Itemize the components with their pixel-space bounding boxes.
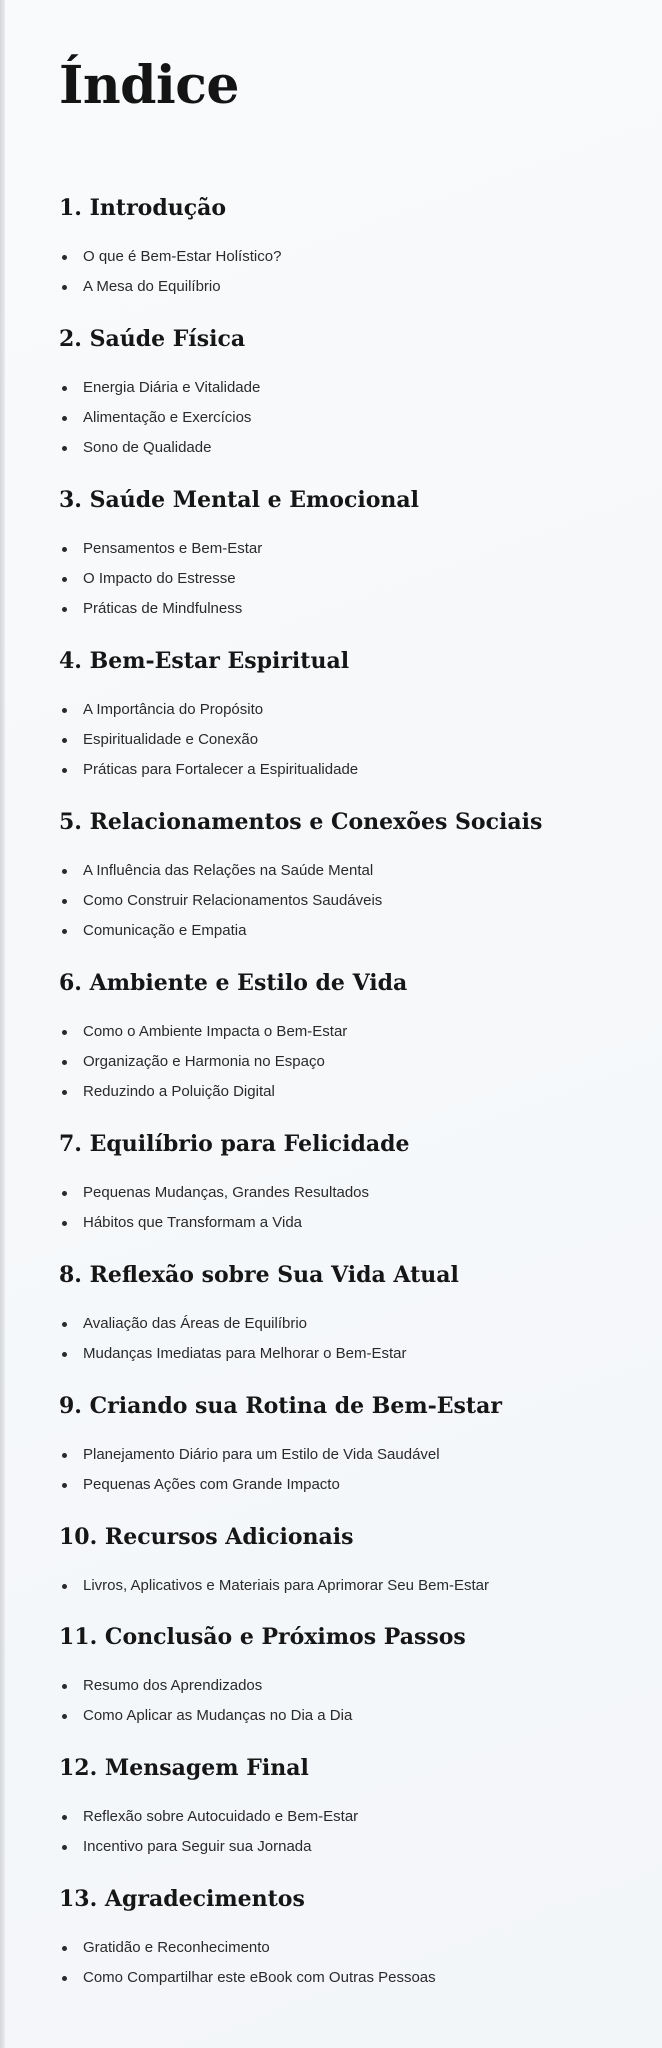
bullet-icon <box>62 547 67 552</box>
toc-list <box>59 188 649 2010</box>
toc-item[interactable] <box>59 1571 649 1601</box>
bullet-icon <box>62 1352 67 1357</box>
bullet-icon <box>62 708 67 713</box>
toc-item[interactable] <box>59 564 649 594</box>
toc-item-label: Como Construir Relacionamentos Saudáveis <box>83 892 383 909</box>
toc-item[interactable] <box>59 1701 649 1731</box>
bullet-icon <box>62 929 67 934</box>
toc-item[interactable] <box>59 886 649 916</box>
toc-item[interactable] <box>59 534 649 564</box>
toc-item-label: A Importância do Propósito <box>83 701 264 718</box>
toc-item[interactable] <box>59 1963 649 1993</box>
toc-item[interactable] <box>59 725 649 755</box>
toc-item-label: Livros, Aplicativos e Materiais para Aprimorar Seu Bem-Estar <box>83 1577 489 1594</box>
toc-item-label: Reflexão sobre Autocuidado e Bem-Estar <box>83 1808 359 1825</box>
section-heading[interactable]: 10. Recursos Adicionais <box>59 1524 354 1550</box>
toc-item[interactable] <box>59 242 649 272</box>
toc-item[interactable] <box>59 1208 649 1238</box>
bullet-icon <box>62 1845 67 1850</box>
bullet-icon <box>62 577 67 582</box>
bullet-icon <box>62 446 67 451</box>
bullet-icon <box>62 1584 67 1589</box>
toc-item[interactable] <box>59 1470 649 1500</box>
toc-section <box>59 319 649 480</box>
toc-item-label: Práticas de Mindfulness <box>83 600 243 617</box>
toc-item[interactable] <box>59 695 649 725</box>
toc-item[interactable] <box>59 373 649 403</box>
toc-item-label: Energia Diária e Vitalidade <box>83 379 261 396</box>
toc-item-label: Incentivo para Seguir sua Jornada <box>83 1838 312 1855</box>
bullet-icon <box>62 899 67 904</box>
section-items <box>59 361 649 463</box>
toc-item[interactable] <box>59 403 649 433</box>
section-items <box>59 683 649 785</box>
toc-item[interactable] <box>59 1440 649 1470</box>
toc-section <box>59 1617 649 1748</box>
section-items <box>59 1428 649 1500</box>
toc-section <box>59 188 649 319</box>
page-edge-shadow <box>0 0 5 2048</box>
section-items <box>59 1659 649 1731</box>
bullet-icon <box>62 1815 67 1820</box>
toc-section <box>59 1386 649 1517</box>
toc-section <box>59 1748 649 1879</box>
page-title: Índice <box>59 55 239 116</box>
section-heading[interactable]: 5. Relacionamentos e Conexões Sociais <box>59 809 543 835</box>
section-heading[interactable]: 12. Mensagem Final <box>59 1755 309 1781</box>
toc-item-label: Avaliação das Áreas de Equilíbrio <box>83 1315 308 1332</box>
toc-item[interactable] <box>59 1802 649 1832</box>
toc-item[interactable] <box>59 856 649 886</box>
section-heading[interactable]: 13. Agradecimentos <box>59 1886 305 1912</box>
bullet-icon <box>62 1221 67 1226</box>
toc-section <box>59 1517 649 1617</box>
toc-item-label: Resumo dos Aprendizados <box>83 1677 263 1694</box>
bullet-icon <box>62 607 67 612</box>
section-heading[interactable]: 4. Bem-Estar Espiritual <box>59 648 350 674</box>
bullet-icon <box>62 1483 67 1488</box>
toc-item[interactable] <box>59 755 649 785</box>
toc-item-label: Pequenas Ações com Grande Impacto <box>83 1476 340 1493</box>
toc-section <box>59 1255 649 1386</box>
bullet-icon <box>62 1714 67 1719</box>
section-items <box>59 522 649 624</box>
toc-item[interactable] <box>59 1178 649 1208</box>
toc-section <box>59 1879 649 2010</box>
section-items <box>59 230 649 302</box>
toc-section <box>59 480 649 641</box>
section-items <box>59 1921 649 1993</box>
toc-item-label: O que é Bem-Estar Holístico? <box>83 248 282 265</box>
toc-section <box>59 1124 649 1255</box>
toc-item-label: Como Compartilhar este eBook com Outras Pessoas <box>83 1969 436 1986</box>
bullet-icon <box>62 386 67 391</box>
bullet-icon <box>62 1946 67 1951</box>
toc-item[interactable] <box>59 1017 649 1047</box>
bullet-icon <box>62 1322 67 1327</box>
toc-section <box>59 641 649 802</box>
section-heading[interactable]: 8. Reflexão sobre Sua Vida Atual <box>59 1262 459 1288</box>
bullet-icon <box>62 1191 67 1196</box>
toc-item-label: Espiritualidade e Conexão <box>83 731 259 748</box>
toc-item-label: O Impacto do Estresse <box>83 570 236 587</box>
toc-item-label: A Mesa do Equilíbrio <box>83 278 221 295</box>
bullet-icon <box>62 738 67 743</box>
bullet-icon <box>62 1060 67 1065</box>
toc-item[interactable] <box>59 433 649 463</box>
bullet-icon <box>62 1090 67 1095</box>
section-items <box>59 844 649 946</box>
toc-item-label: Como o Ambiente Impacta o Bem-Estar <box>83 1023 348 1040</box>
toc-item-label: Mudanças Imediatas para Melhorar o Bem-Estar <box>83 1345 407 1362</box>
bullet-icon <box>62 416 67 421</box>
bullet-icon <box>62 1684 67 1689</box>
toc-item[interactable] <box>59 1077 649 1107</box>
section-heading[interactable]: 3. Saúde Mental e Emocional <box>59 487 419 513</box>
section-heading[interactable]: 6. Ambiente e Estilo de Vida <box>59 970 408 996</box>
section-heading[interactable]: 9. Criando sua Rotina de Bem-Estar <box>59 1393 502 1419</box>
section-items <box>59 1166 649 1238</box>
toc-item[interactable] <box>59 1671 649 1701</box>
bullet-icon <box>62 1453 67 1458</box>
toc-item-label: Organização e Harmonia no Espaço <box>83 1053 325 1070</box>
bullet-icon <box>62 869 67 874</box>
bullet-icon <box>62 1030 67 1035</box>
bullet-icon <box>62 285 67 290</box>
toc-item-label: Gratidão e Reconhecimento <box>83 1939 270 1956</box>
toc-item-label: Alimentação e Exercícios <box>83 409 252 426</box>
toc-item[interactable] <box>59 272 649 302</box>
section-items <box>59 1559 649 1601</box>
bullet-icon <box>62 768 67 773</box>
toc-item[interactable] <box>59 916 649 946</box>
toc-item[interactable] <box>59 594 649 624</box>
section-heading[interactable]: 2. Saúde Física <box>59 326 246 352</box>
section-heading[interactable]: 11. Conclusão e Próximos Passos <box>59 1624 466 1650</box>
bullet-icon <box>62 1976 67 1981</box>
toc-item-label: A Influência das Relações na Saúde Mental <box>83 862 374 879</box>
toc-section <box>59 802 649 963</box>
toc-item-label: Comunicação e Empatia <box>83 922 247 939</box>
section-heading[interactable]: 1. Introdução <box>59 195 227 221</box>
section-items <box>59 1297 649 1369</box>
toc-item-label: Sono de Qualidade <box>83 439 212 456</box>
section-items <box>59 1790 649 1862</box>
toc-item-label: Planejamento Diário para um Estilo de Vida Saudável <box>83 1446 440 1463</box>
toc-item[interactable] <box>59 1309 649 1339</box>
toc-item[interactable] <box>59 1047 649 1077</box>
toc-section <box>59 963 649 1124</box>
toc-item[interactable] <box>59 1832 649 1862</box>
toc-item-label: Pensamentos e Bem-Estar <box>83 540 263 557</box>
section-items <box>59 1005 649 1107</box>
toc-item-label: Práticas para Fortalecer a Espiritualidade <box>83 761 359 778</box>
toc-item[interactable] <box>59 1933 649 1963</box>
toc-item[interactable] <box>59 1339 649 1369</box>
section-heading[interactable]: 7. Equilíbrio para Felicidade <box>59 1131 410 1157</box>
toc-item-label: Reduzindo a Poluição Digital <box>83 1083 275 1100</box>
toc-item-label: Hábitos que Transformam a Vida <box>83 1214 303 1231</box>
toc-item-label: Como Aplicar as Mudanças no Dia a Dia <box>83 1707 353 1724</box>
bullet-icon <box>62 255 67 260</box>
toc-item-label: Pequenas Mudanças, Grandes Resultados <box>83 1184 370 1201</box>
